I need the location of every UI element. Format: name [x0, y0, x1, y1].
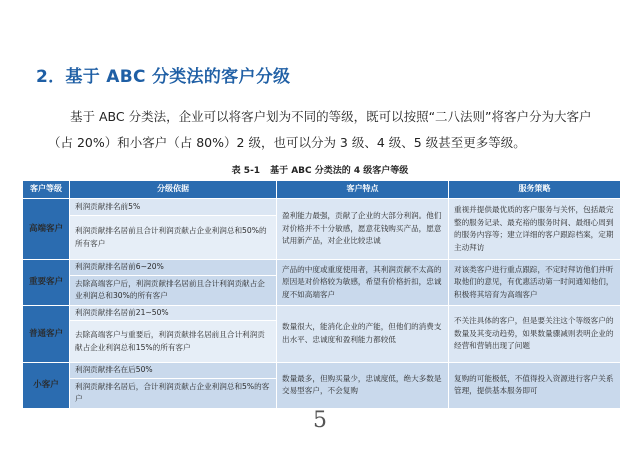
- table-header-row: [23, 181, 621, 199]
- table-caption-number: 表 5-1: [231, 166, 261, 176]
- paragraph-line-2: （占 20%）和小客户（占 80%）2 级，也可以分为 3 级、4 级、5 级甚至更多等级。: [48, 135, 526, 150]
- table-caption: [0, 163, 640, 176]
- table-row: [23, 305, 621, 321]
- header-basis: 分级依据: [70, 181, 277, 199]
- level-cell: 重要客户: [23, 260, 70, 306]
- basis-cell-rank: 利润贡献排名居前21~50%: [70, 305, 277, 321]
- page-number: 5: [313, 408, 327, 433]
- basis-cell-share: 利润贡献排名居后，合计利润贡献占企业利润总和5%的客户: [70, 378, 277, 408]
- level-cell: 小客户: [23, 363, 70, 409]
- strategy-cell: 重视并提供最优质的客户服务与关怀，包括最完整的服务记录、最充裕的服务时间、最细心周到的服务内容等；建立详细的客户跟踪档案，定期主动拜访: [449, 199, 621, 260]
- basis-cell-share: 去除高端客户后，利润贡献排名居前且合计利润贡献占企业利润总和30%的所有客户: [70, 275, 277, 305]
- header-strategy: 服务策略: [449, 181, 621, 199]
- customer-level-table: [22, 180, 621, 409]
- features-cell: 数量最多，但购买量少，忠诚度低，绝大多数是交易型客户，不会复购: [277, 363, 449, 409]
- level-cell: 高端客户: [23, 199, 70, 260]
- table-row: [23, 199, 621, 216]
- intro-paragraph: [34, 104, 618, 156]
- features-cell: 数量很大，能消化企业的产能，但他们的消费支出水平、忠诚度和盈利能力都较低: [277, 305, 449, 363]
- section-heading: 2．基于 ABC 分类法的客户分级: [36, 67, 291, 87]
- header-features: 客户特点: [277, 181, 449, 199]
- features-cell: 产品的中度或重度使用者，其利润贡献不太高的原因是对价格较为敏感，希望有价格折扣，忠诚度不如高端客户: [277, 260, 449, 306]
- basis-cell-share: 利润贡献排名居前且合计利润贡献占企业利润总和50%的所有客户: [70, 216, 277, 260]
- basis-cell-rank: 利润贡献排名在后50%: [70, 363, 277, 379]
- strategy-cell: 不关注具体的客户，但是要关注这个等级客户的数量及其变动趋势，如果数量骤减则表明企业的经营和营销出现了问题: [449, 305, 621, 363]
- paragraph-line-1: 基于 ABC 分类法，企业可以将客户划为不同的等级，既可以按照“二八法则”将客户分为大客户: [70, 109, 592, 124]
- header-level: 客户等级: [23, 181, 70, 199]
- basis-cell-rank: 利润贡献排名前5%: [70, 199, 277, 216]
- features-cell: 盈利能力最强，贡献了企业的大部分利润。他们对价格并不十分敏感，愿意花钱购买产品，愿意试用新产品，对企业比较忠诚: [277, 199, 449, 260]
- table-row: [23, 363, 621, 379]
- level-cell: 普通客户: [23, 305, 70, 363]
- table-caption-title: 基于 ABC 分类法的 4 级客户等级: [270, 166, 409, 176]
- basis-cell-rank: 利润贡献排名居前6~20%: [70, 260, 277, 276]
- strategy-cell: 对该类客户进行重点跟踪，不定时拜访他们并听取他们的意见，有优惠活动第一时间通知他们，积极将其培育为高端客户: [449, 260, 621, 306]
- table-row: [23, 260, 621, 276]
- basis-cell-share: 去除高端客户与重要后，利润贡献排名居前且合计利润贡献占企业利润总和15%的所有客户: [70, 321, 277, 363]
- strategy-cell: 复购的可能极低，不值得投入资源进行客户关系管理，提供基本服务即可: [449, 363, 621, 409]
